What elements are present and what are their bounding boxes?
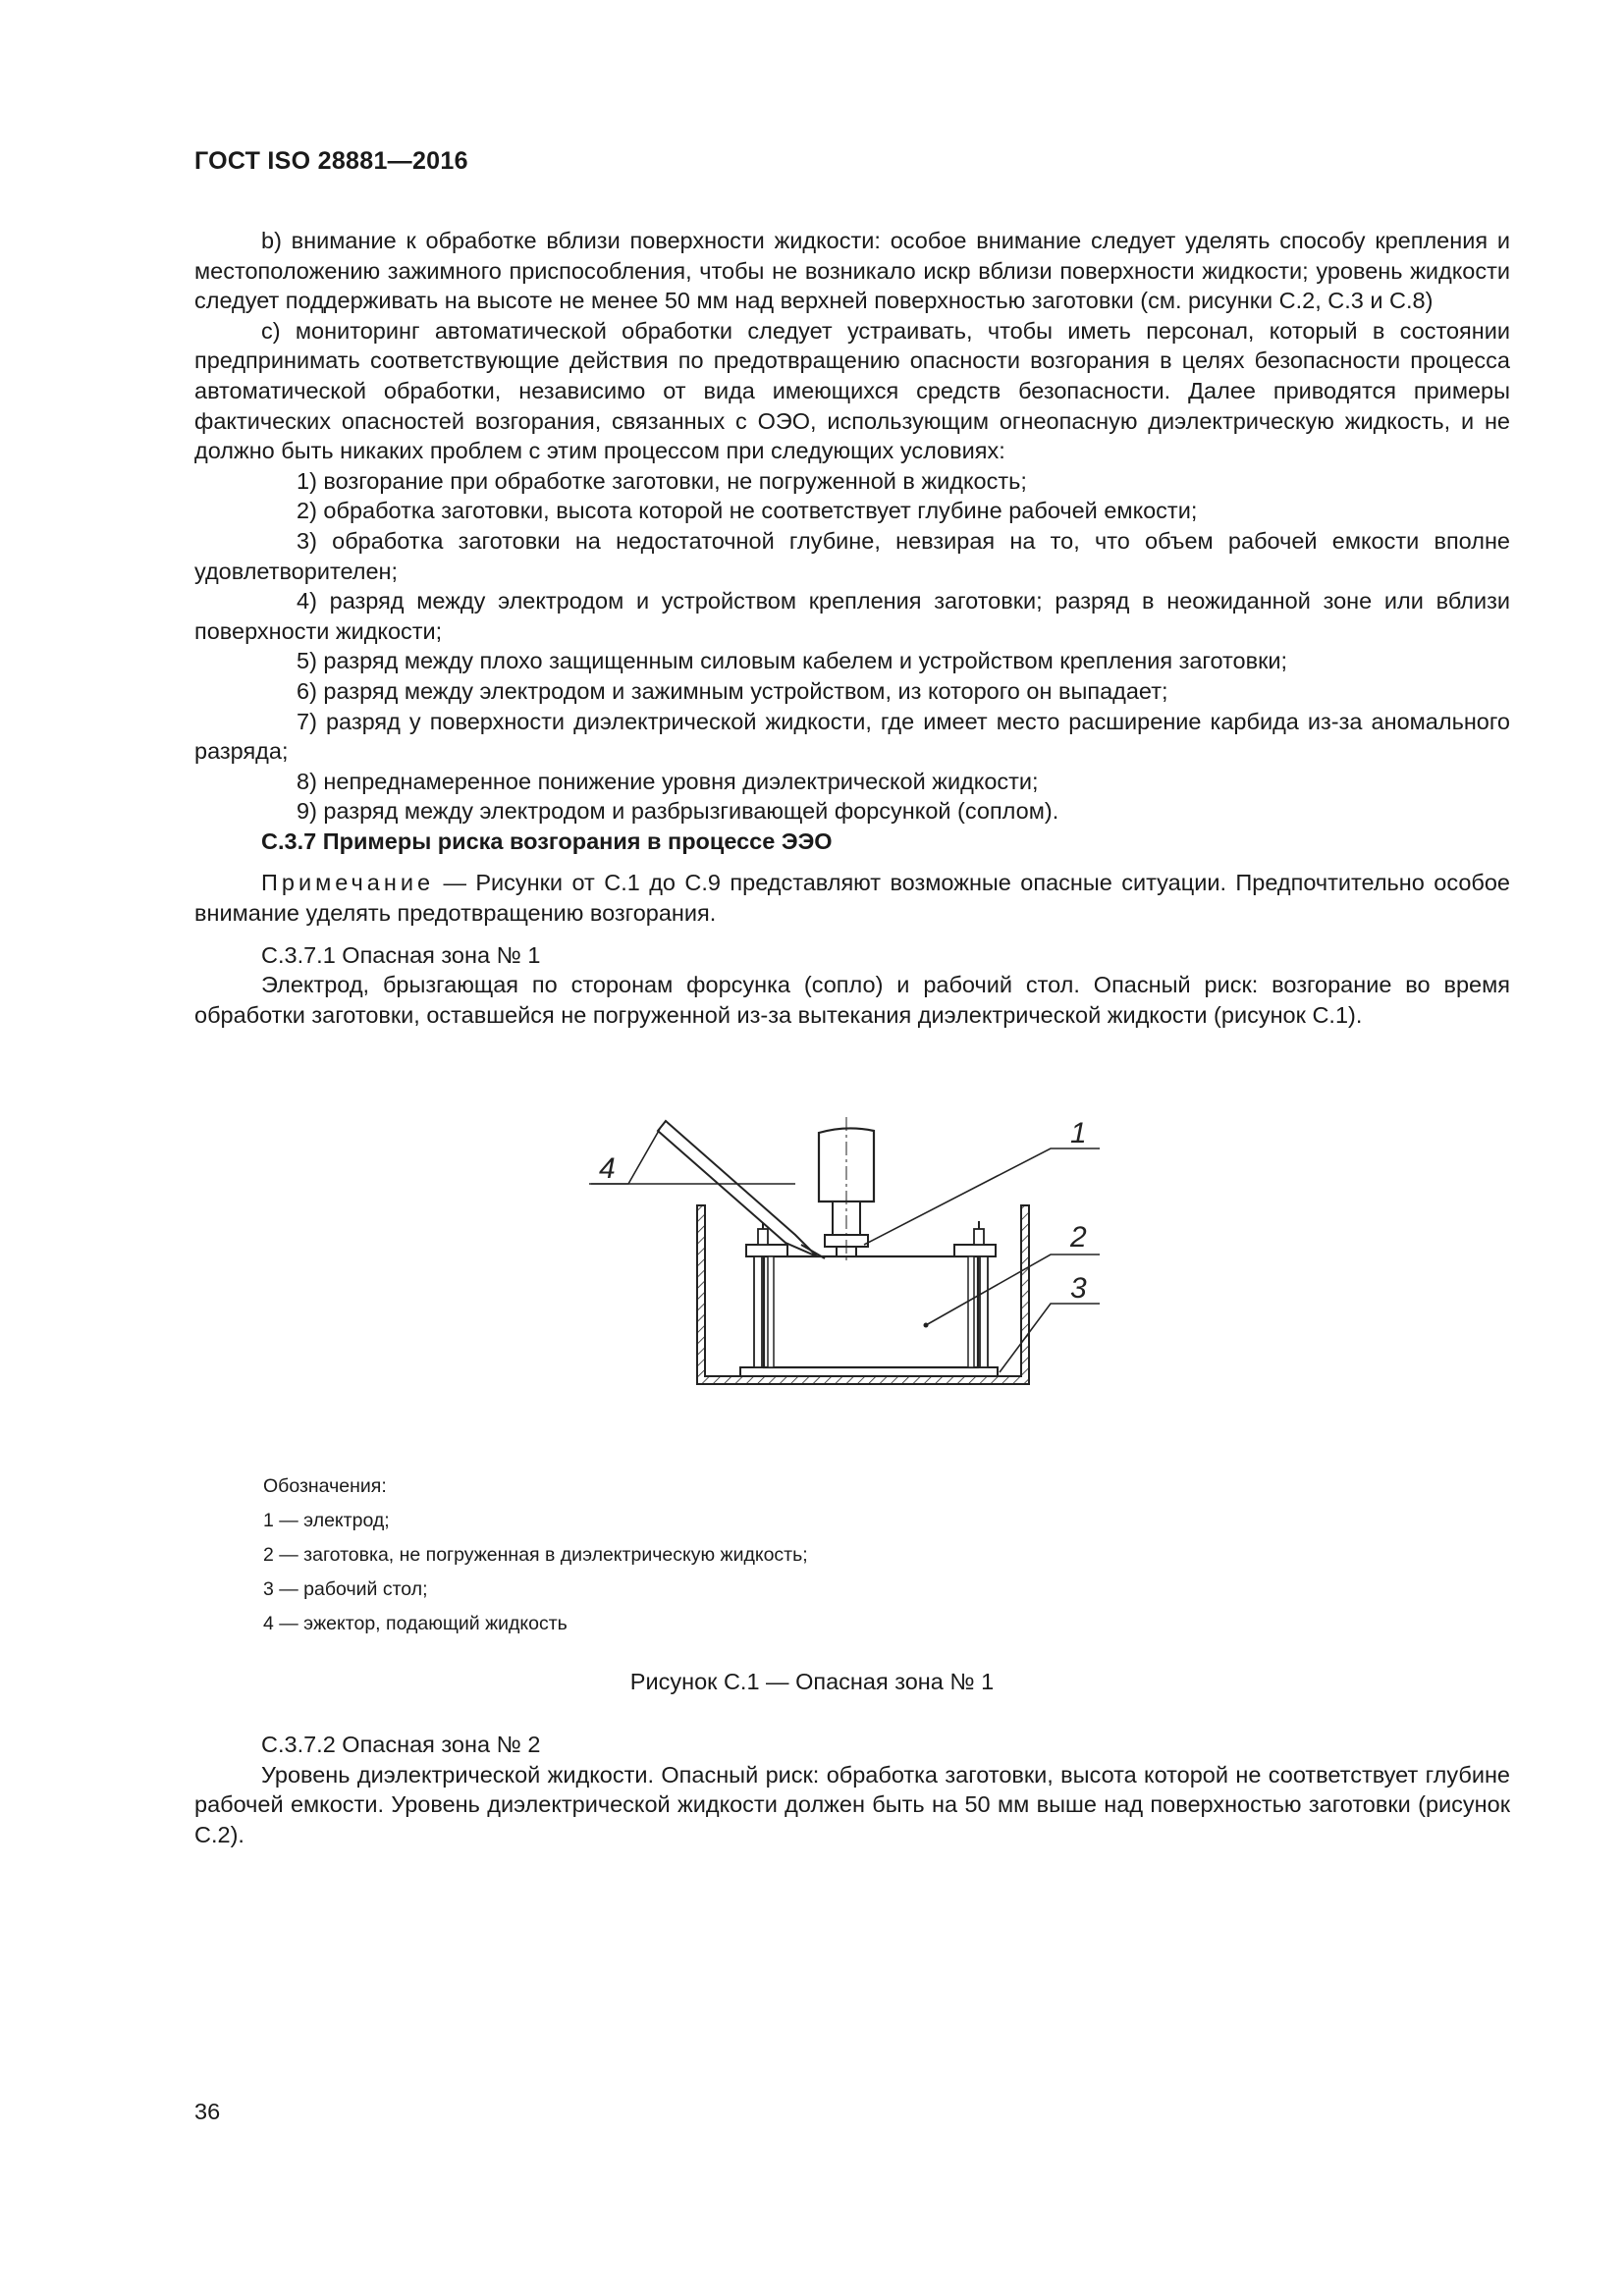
zone1-title: С.3.7.1 Опасная зона № 1 — [261, 941, 541, 968]
second-text-block — [194, 1730, 1510, 1849]
figure-caption: Рисунок С.1 — Опасная зона № 1 — [629, 1669, 995, 1694]
callout-2: 2 — [1070, 1221, 1087, 1254]
zone2-text: Уровень диэлектрической жидкости. Опасный риск: обработка заготовки, высота которой не соответствует глубине рабочей емкости. Уровень диэлектрической жидкости должен быть на 50 мм выше над поверхностью заготовки (рисунок С.2). — [194, 1761, 1510, 1847]
paragraph-c: с) мониторинг автоматической обработки следует устраивать, чтобы иметь персонал, который в состоянии предпринимать соответствующие действия по предотвращению опасности возгорания в целях безопасности процесса автоматической обработки, независимо от вида имеющихся средств безопасности. Далее приводятся примеры фактических опасностей возгорания, связанных с ОЭО, использующим огнеопасную диэлектрическую жидкость, и не должно быть никаких проблем с этим процессом при следующих условиях: — [194, 317, 1510, 464]
note-label: Примечание — [261, 870, 435, 896]
callout-3: 3 — [1070, 1272, 1087, 1305]
legend-item: 3 — рабочий стол; — [263, 1578, 428, 1600]
legend-title: Обозначения: — [263, 1475, 387, 1497]
zone1-text: Электрод, брызгающая по сторонам форсунка (сопло) и рабочий стол. Опасный риск: возгорание во время обработки заготовки, оставшейся не погруженной из-за вытекания диэлектрической жидкости (рисунок С.1). — [194, 972, 1510, 1028]
work-table — [740, 1367, 998, 1376]
list-item: 3) обработка заготовки на недостаточной глубине, невзирая на то, что объем рабочей емкости вполне удовлетворителен; — [194, 527, 1510, 584]
list-item: 1) возгорание при обработке заготовки, не погруженной в жидкость; — [297, 467, 1027, 494]
legend-item: 1 — электрод; — [263, 1510, 390, 1531]
electrode — [819, 1117, 874, 1264]
list-item: 4) разряд между электродом и устройством крепления заготовки; разряд в неожиданной зоне или вблизи поверхности жидкости; — [194, 588, 1510, 644]
legend-item: 2 — заготовка, не погруженная в диэлектрическую жидкость; — [263, 1544, 808, 1566]
note — [194, 868, 1510, 928]
zone2-title: С.3.7.2 Опасная зона № 2 — [261, 1732, 541, 1757]
list-item: 2) обработка заготовки, высота которой не соответствует глубине рабочей емкости; — [297, 498, 1198, 524]
ejector-nozzle — [658, 1121, 825, 1258]
main-text-block — [194, 226, 1510, 1030]
list-item: 9) разряд между электродом и разбрызгивающей форсункой (соплом). — [297, 798, 1059, 825]
callout-1: 1 — [1070, 1117, 1087, 1149]
workpiece — [764, 1256, 978, 1367]
legend-item: 4 — эжектор, подающий жидкость — [263, 1613, 568, 1634]
figure-drawing — [589, 1107, 1139, 1441]
section-title: С.3.7 Примеры риска возгорания в процессе ЭЭО — [261, 828, 833, 854]
page-number: 36 — [194, 2099, 221, 2124]
figure-c1 — [589, 1107, 1139, 1441]
list-item: 7) разряд у поверхности диэлектрической жидкости, где имеет место расширение карбида из-за аномального разряда; — [194, 708, 1510, 765]
list-item: 5) разряд между плохо защищенным силовым кабелем и устройством крепления заготовки; — [297, 648, 1288, 674]
paragraph-b: b) внимание к обработке вблизи поверхности жидкости: особое внимание следует уделять способу крепления и местоположению зажимного приспособления, чтобы не возникало искр вблизи поверхности жидкости; уровень жидкости следует поддерживать на высоте не менее 50 мм над верхней поверхностью заготовки (см. рисунки С.2, С.3 и С.8) — [194, 228, 1510, 314]
document-header: ГОСТ ISO 28881—2016 — [194, 147, 468, 175]
list-item: 6) разряд между электродом и зажимным устройством, из которого он выпадает; — [297, 677, 1168, 704]
list-item: 8) непреднамеренное понижение уровня диэлектрической жидкости; — [297, 768, 1039, 794]
note-text: — Рисунки от С.1 до С.9 представляют возможные опасные ситуации. Предпочтительно особое внимание уделять предотвращению возгорания. — [194, 870, 1510, 927]
figure-legend — [263, 1469, 808, 1641]
callout-4: 4 — [599, 1152, 616, 1185]
